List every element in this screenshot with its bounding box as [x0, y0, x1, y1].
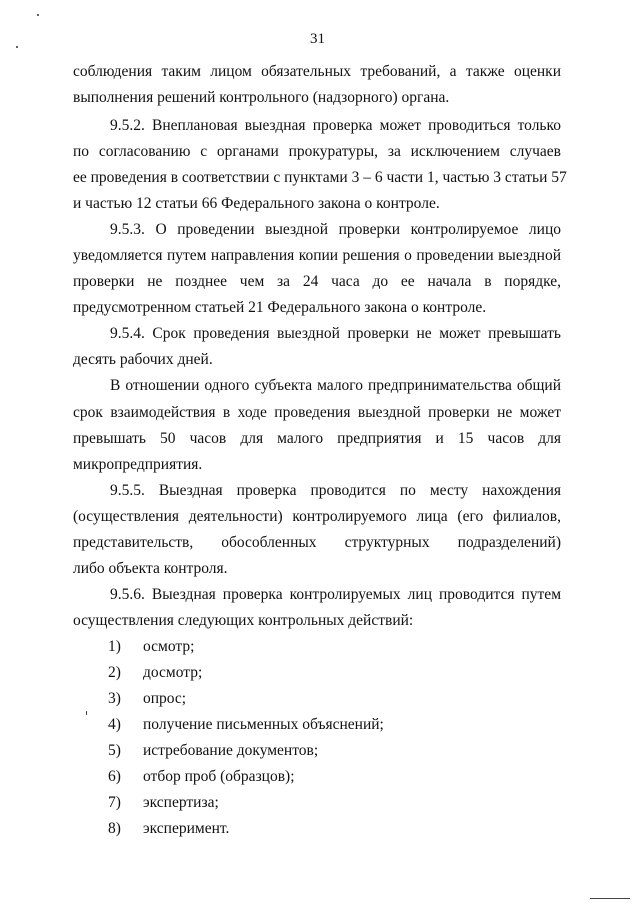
paragraph-line: ее проведения в соответствии с пунктами 3 – 6 части 1, частью 3 статьи 57: [73, 169, 567, 186]
paragraph-line: осуществления следующих контрольных действий:: [73, 612, 414, 629]
paragraph-line: 9.5.4. Срок проведения выездной проверки не может превышать: [110, 325, 561, 342]
list-item-number: 1): [108, 638, 121, 655]
paragraph-line: предусмотренном статьей 21 Федерального закона о контроле.: [73, 299, 487, 316]
paragraph-line: срок взаимодействия в ходе проведения выездной проверки не может: [73, 404, 561, 421]
scan-speck: [37, 14, 39, 16]
list-item-text: осмотр;: [143, 638, 195, 655]
paragraph-line: представительств, обособленных структурных подразделений): [73, 534, 561, 551]
list-item-text: опрос;: [143, 690, 187, 707]
list-item-text: отбор проб (образцов);: [143, 768, 295, 785]
paragraph-line: по согласованию с органами прокуратуры, за исключением случаев: [73, 143, 561, 160]
page-number: 31: [310, 31, 325, 47]
paragraph-line: 9.5.3. О проведении выездной проверки контролируемое лицо: [110, 221, 561, 238]
paragraph-line: соблюдения таким лицом обязательных требований, а также оценки: [73, 63, 561, 80]
list-item-number: 4): [108, 716, 121, 733]
list-item-number: 6): [108, 768, 121, 785]
paragraph-line: микропредприятия.: [73, 456, 203, 473]
list-item-text: получение письменных объяснений;: [143, 716, 384, 733]
list-item-text: досмотр;: [143, 664, 203, 681]
paragraph-line: (осуществления деятельности) контролируемого лица (его филиалов,: [73, 508, 561, 525]
list-item-number: 5): [108, 742, 121, 759]
list-item-text: эксперимент.: [143, 820, 230, 837]
paragraph-line: 9.5.5. Выездная проверка проводится по месту нахождения: [110, 482, 561, 499]
paragraph-line: 9.5.6. Выездная проверка контролируемых лиц проводится путем: [110, 586, 561, 603]
paragraph-line: В отношении одного субъекта малого предпринимательства общий: [110, 377, 561, 394]
list-item-number: 2): [108, 664, 121, 681]
paragraph-line: и частью 12 статьи 66 Федерального закона о контроле.: [73, 195, 440, 212]
list-item-number: 8): [108, 820, 121, 837]
paragraph-line: десять рабочих дней.: [73, 351, 213, 368]
list-item-number: 3): [108, 690, 121, 707]
scan-edge-mark: [590, 898, 630, 899]
paragraph-line: выполнения решений контрольного (надзорного) органа.: [73, 89, 450, 106]
list-item-text: экспертиза;: [143, 794, 219, 811]
paragraph-line: 9.5.2. Внеплановая выездная проверка может проводиться только: [110, 117, 561, 134]
paragraph-line: уведомляется путем направления копии решения о проведении выездной: [73, 247, 561, 264]
list-item-text: истребование документов;: [143, 742, 319, 759]
paragraph-line: либо объекта контроля.: [73, 560, 228, 577]
paragraph-line: проверки не позднее чем за 24 часа до ее начала в порядке,: [73, 273, 561, 290]
list-item-number: 7): [108, 794, 121, 811]
scan-speck: [86, 711, 87, 715]
paragraph-line: превышать 50 часов для малого предприятия и 15 часов для: [73, 430, 561, 447]
